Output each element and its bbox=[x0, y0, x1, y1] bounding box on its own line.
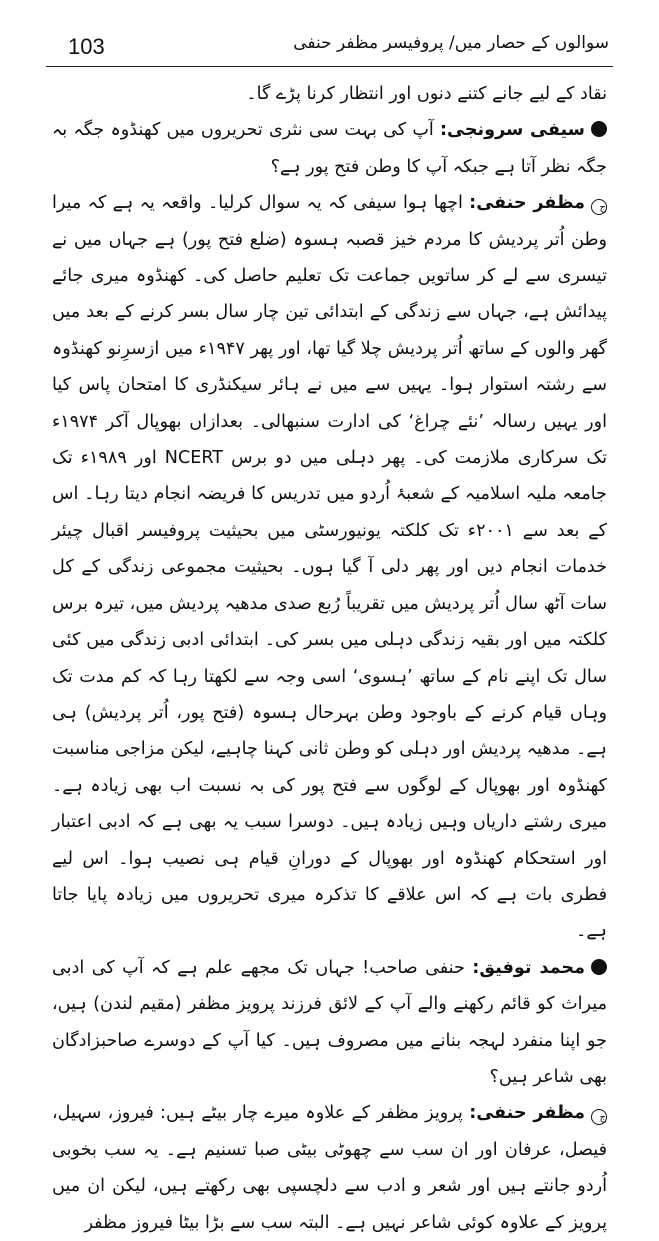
answer-text: پرویز مظفر کے علاوہ میرے چار بیٹے ہیں: فیروز، سہیل، فیصل، عرفان اور ان سب سے چھوٹی بیٹی صبا تسنیم ہے۔ یہ سب بخوبی اُردو جانتے ہیں اور شعر و ادب سے دلچسپی بھی رکھتے ہیں، لیکن ان میں پرویز کے علاوہ کوئی شاعر نہیں ہے۔ البتہ سب سے بڑا بیٹا فیروز مظفر bbox=[52, 1103, 607, 1233]
speaker-name: مظفر حنفی: bbox=[469, 193, 586, 214]
answer-marker-icon: ج bbox=[591, 1109, 607, 1125]
question-block bbox=[52, 112, 607, 185]
running-title: سوالوں کے حصار میں/ پروفیسر مظفر حنفی bbox=[293, 33, 609, 53]
header-divider bbox=[46, 66, 613, 67]
page-body bbox=[52, 76, 607, 1241]
question-marker-icon bbox=[591, 959, 607, 975]
continuation-paragraph bbox=[52, 76, 607, 112]
speaker-name: محمد توفیق: bbox=[472, 957, 585, 978]
answer-text: اچھا ہوا سیفی کہ یہ سوال کرلیا۔ واقعہ یہ ہے کہ میرا وطن اُتر پردیش کا مردم خیز قصبہ ہسوہ (ضلع فتح پور) ہے جہاں میں نے تیسری سے لے کر ساتویں جماعت تک تعلیم حاصل کی۔ کھنڈوہ میری جائے پیدائش ہے، جہاں سے زندگی کے ابتدائی تین چار سال بسر کرنے کے بعد میں گھر والوں کے ساتھ اُتر پردیش چلا گیا تھا، اور پھر ۱۹۴۷ء میں ازسرِنو کھنڈوہ سے رشتہ استوار ہوا۔ یہیں سے میں نے ہائر سیکنڈری کا امتحان پاس کیا اور یہیں رسالہ ’نئے چراغ‘ کی ادارت سنبھالی۔ بعدازاں بھوپال آکر ۱۹۷۴ء تک سرکاری ملازمت کی۔ پھر دہلی میں دو برس NCERT اور ۱۹۸۹ء تک جامعہ ملیہ اسلامیہ کے شعبۂ اُردو میں تدریس کا فریضہ انجام دیتا رہا۔ اس کے بعد سے ۲۰۰۱ء تک کلکتہ یونیورسٹی میں بحیثیت پروفیسر اقبال چیئر خدمات انجام دیں اور پھر دلی آ گیا ہوں۔ بحیثیت مجموعی زندگی کے کل سات آٹھ سال اُتر پردیش میں تقریباً رُبع صدی مدھیہ پردیش میں، تیرہ برس کلکتہ میں اور بقیہ زندگی دہلی میں بسر کی۔ ابتدائی ادبی زندگی میں کئی سال تک اپنے نام کے ساتھ ’ہسوی‘ اسی وجہ سے لکھتا رہا کہ کم مدت تک وہاں قیام کرنے کے باوجود وطن بہرحال ہسوہ (فتح پور، اُتر پردیش) ہی ہے۔ مدھیہ پردیش اور دہلی کو وطن ثانی کہنا چاہیے، لیکن مزاجی مناسبت کھنڈوہ اور بھوپال کے لوگوں سے فتح پور کی بہ نسبت اب بھی زیادہ ہے۔ میری رشتے داریاں وہیں زیادہ ہیں۔ دوسرا سبب یہ بھی ہے کہ ادبی اعتبار اور استحکام کھنڈوہ اور بھوپال کے دورانِ قیام ہی نصیب ہوا۔ اس لیے فطری بات ہے کہ اس علاقے کا تذکرہ میری تحریروں میں زیادہ پایا جاتا ہے۔ bbox=[52, 193, 608, 942]
answer-block bbox=[52, 185, 607, 950]
paragraph-text: نقاد کے لیے جانے کتنے دنوں اور انتظار کرنا پڑے گا۔ bbox=[246, 84, 607, 104]
page-number: 103 bbox=[68, 34, 105, 59]
question-text: آپ کی بہت سی نثری تحریروں میں کھنڈوہ جگہ بہ جگہ نظر آتا ہے جبکہ آپ کا وطن فتح پور ہے؟ bbox=[52, 120, 607, 177]
page-header bbox=[46, 30, 613, 64]
answer-block bbox=[52, 1095, 607, 1241]
question-text: حنفی صاحب! جہاں تک مجھے علم ہے کہ آپ کی ادبی میراث کو قائم رکھنے والے آپ کے لائق فرزند پرویز مظفر (مقیم لندن) ہیں، جو اپنا منفرد لہجہ بنانے میں مصروف ہیں۔ کیا آپ کے دوسرے صاحبزادگان بھی شاعر ہیں؟ bbox=[52, 957, 607, 1087]
question-marker-icon bbox=[591, 121, 607, 137]
question-block bbox=[52, 950, 607, 1096]
speaker-name: مظفر حنفی: bbox=[469, 1103, 586, 1124]
speaker-name: سیفی سرونجی: bbox=[440, 120, 585, 141]
answer-marker-icon: ج bbox=[591, 199, 607, 215]
